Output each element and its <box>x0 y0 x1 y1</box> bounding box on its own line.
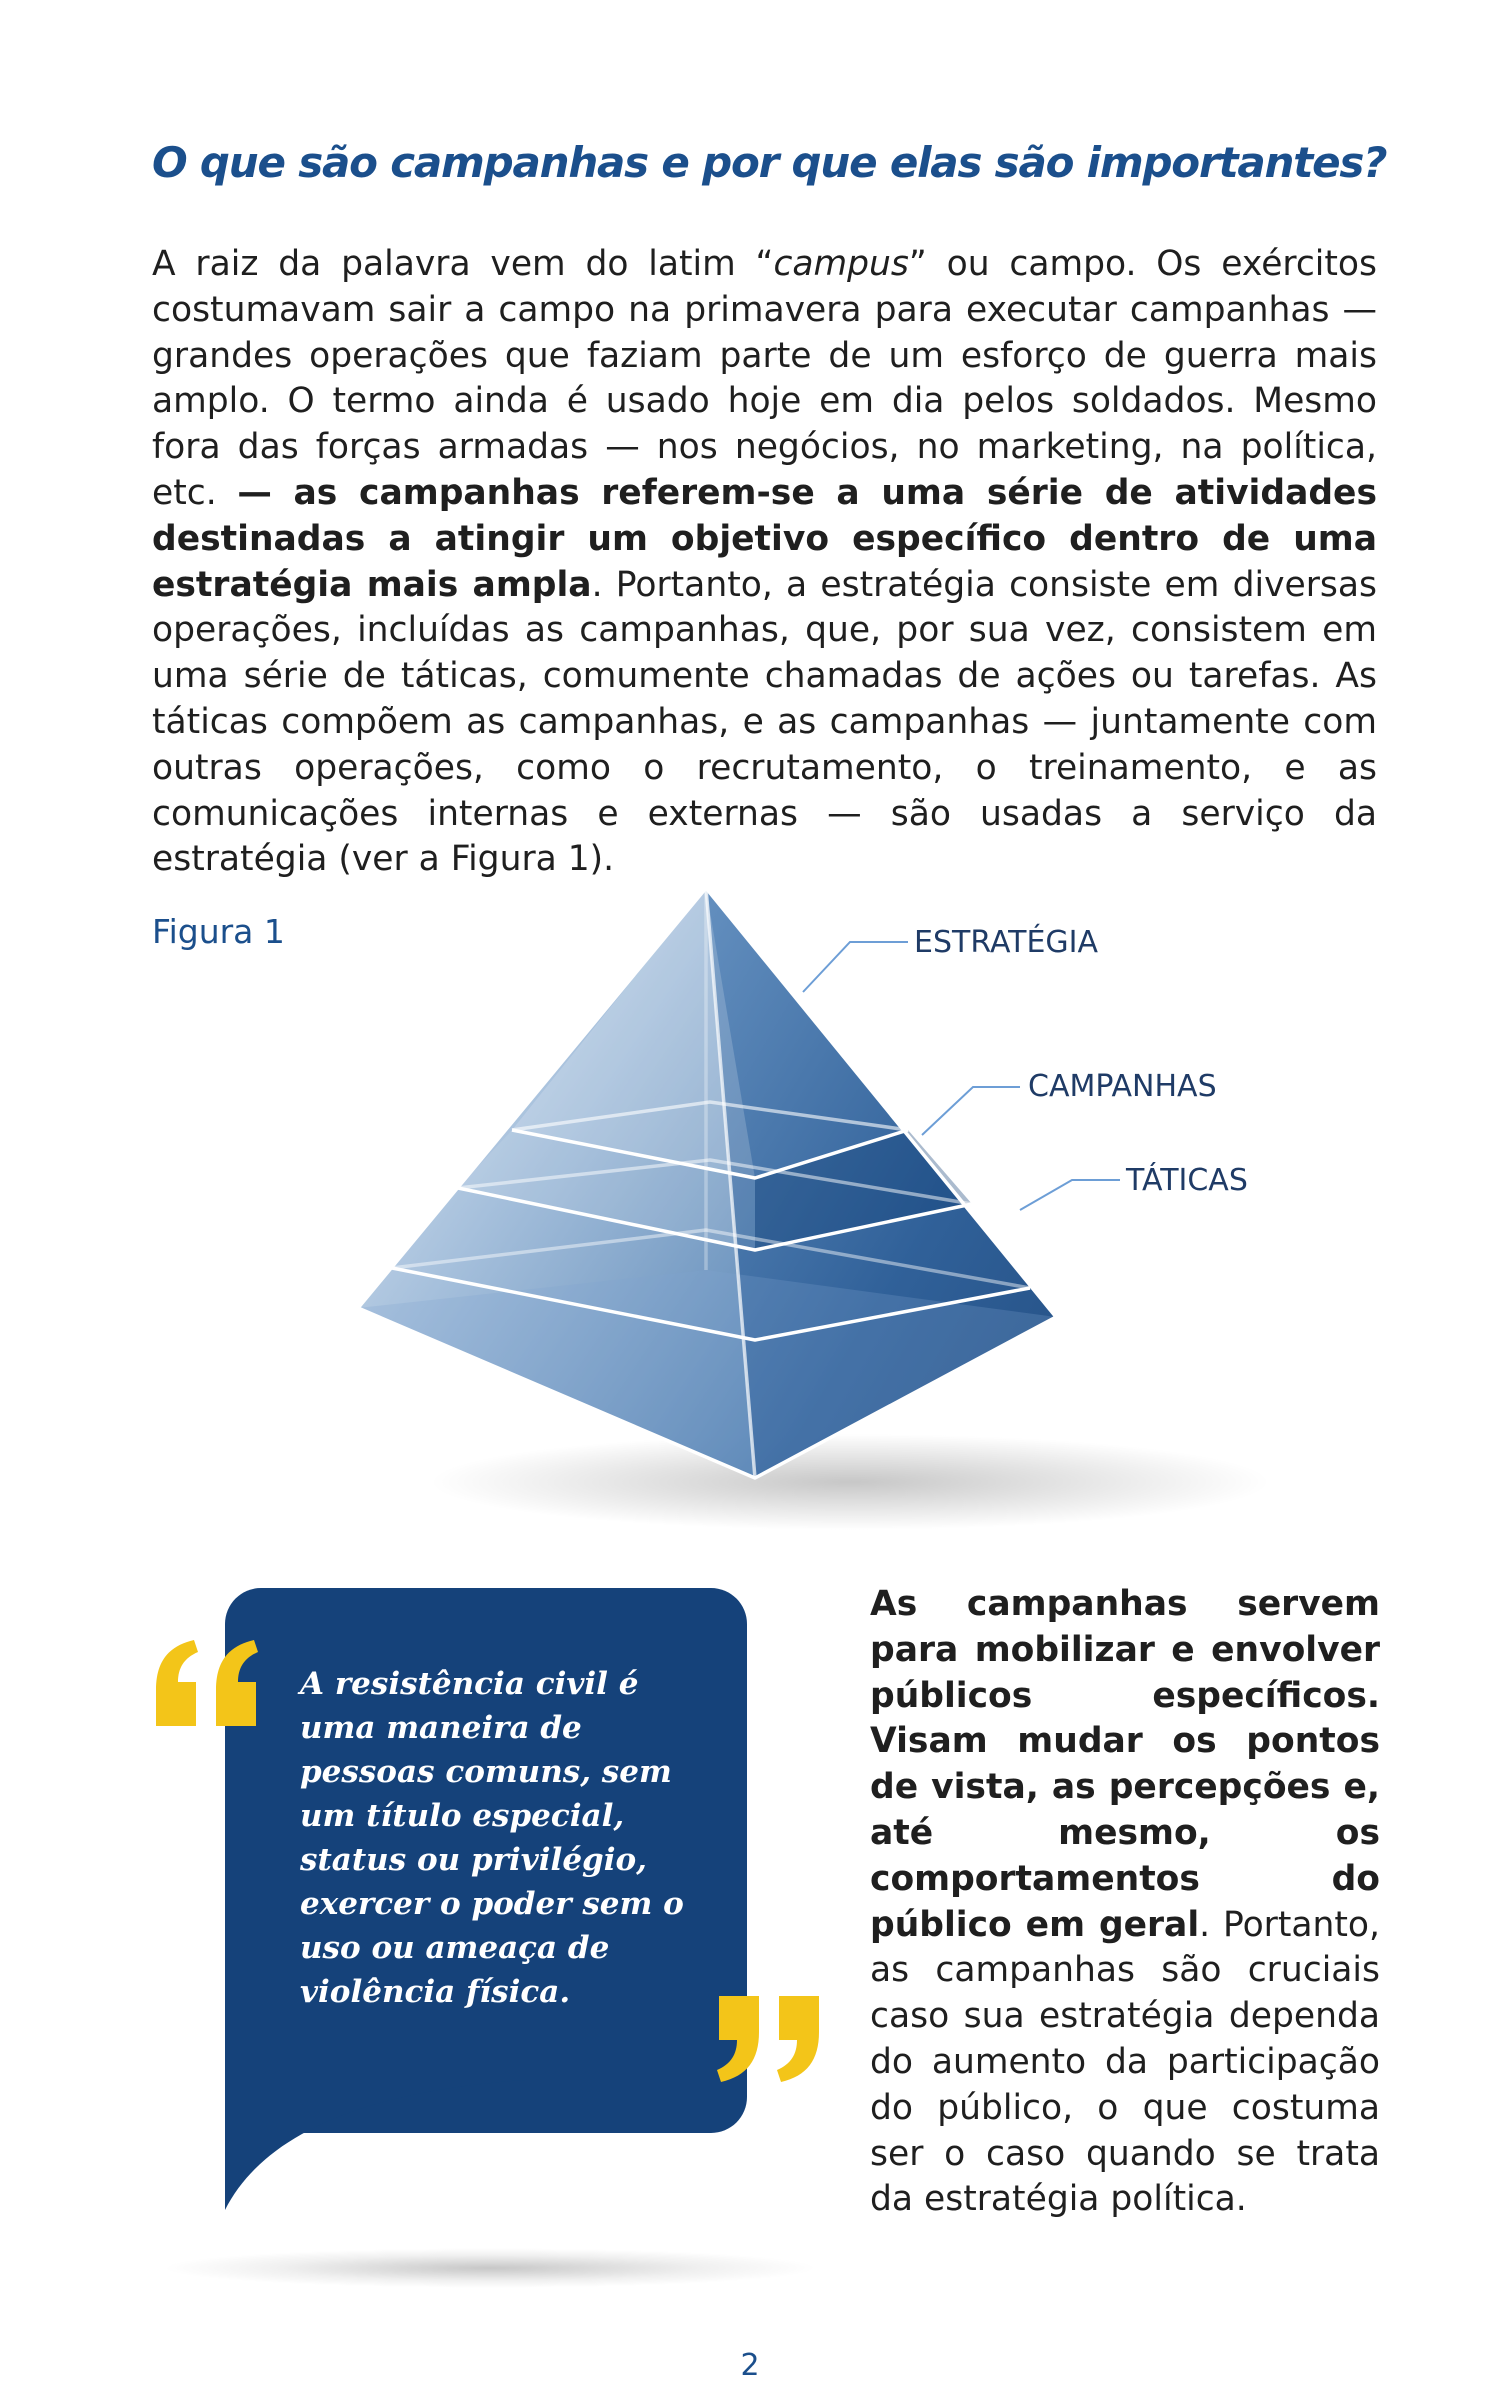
quote-tail <box>225 2080 525 2210</box>
side-text-rest: . Portanto, as campanhas são cruciais caso sua estratégia dependa do aumento da participação do público, o que costuma ser o caso quando se trata da estratégia política. <box>870 1904 1380 2220</box>
side-paragraph <box>870 1582 1380 2223</box>
intro-text-end: . Portanto, a estratégia consiste em diversas operações, incluídas as campanhas, que, por sua vez, consistem em uma série de táticas, comumente chamadas de ações ou tarefas. As táticas compõem as campanhas, e as campanhas — juntamente com outras operações, como o recrutamento, o treinamento, e as comunicações internas e externas — são usadas a serviço da estratégia (ver a Figura 1). <box>152 564 1377 880</box>
page-title: O que são campanhas e por que elas são importantes? <box>152 138 1387 187</box>
page-number: 2 <box>740 2348 760 2383</box>
intro-text-middle: ” ou campo. Os exércitos costumavam sair a campo na primavera para executar campanhas — grandes operações que faziam parte de um esforço de guerra mais amplo. O termo ainda é usado hoje em dia pelos soldados. Mesmo fora das forças armadas — nos negócios, no marketing, na política, etc. <box>152 244 1378 513</box>
side-bold-text: As campanhas servem para mobilizar e envolver públicos específicos. Visam mudar os pontos de vista, as percepções e, até mesmo, os comportamentos do público em geral <box>870 1584 1380 1945</box>
pyramid-figure <box>330 870 1370 1560</box>
intro-paragraph <box>152 242 1377 883</box>
intro-italic-term: campus <box>773 244 909 284</box>
pyramid-label-strategy: ESTRATÉGIA <box>914 925 1099 960</box>
figure-label: Figura 1 <box>152 912 285 951</box>
open-quote-icon <box>150 1638 268 1730</box>
pull-quote: A resistência civil é uma maneira de pessoas comuns, sem um título especial, status ou privilégio, exercer o poder sem o uso ou ameaça de violência física. <box>300 1666 684 2010</box>
pyramid-label-tactics: TÁTICAS <box>1126 1163 1248 1198</box>
intro-bold-definition: — as campanhas referem-se a uma série de atividades destinadas a atingir um objetivo específico dentro de uma estratégia mais ampla <box>152 472 1377 605</box>
pyramid-label-campaigns: CAMPANHAS <box>1028 1069 1217 1104</box>
close-quote-icon <box>707 1992 825 2084</box>
intro-text-start: A raiz da palavra vem do latim “ <box>152 244 774 284</box>
quote-shadow <box>160 2248 820 2288</box>
pyramid-shadow <box>430 1434 1270 1530</box>
